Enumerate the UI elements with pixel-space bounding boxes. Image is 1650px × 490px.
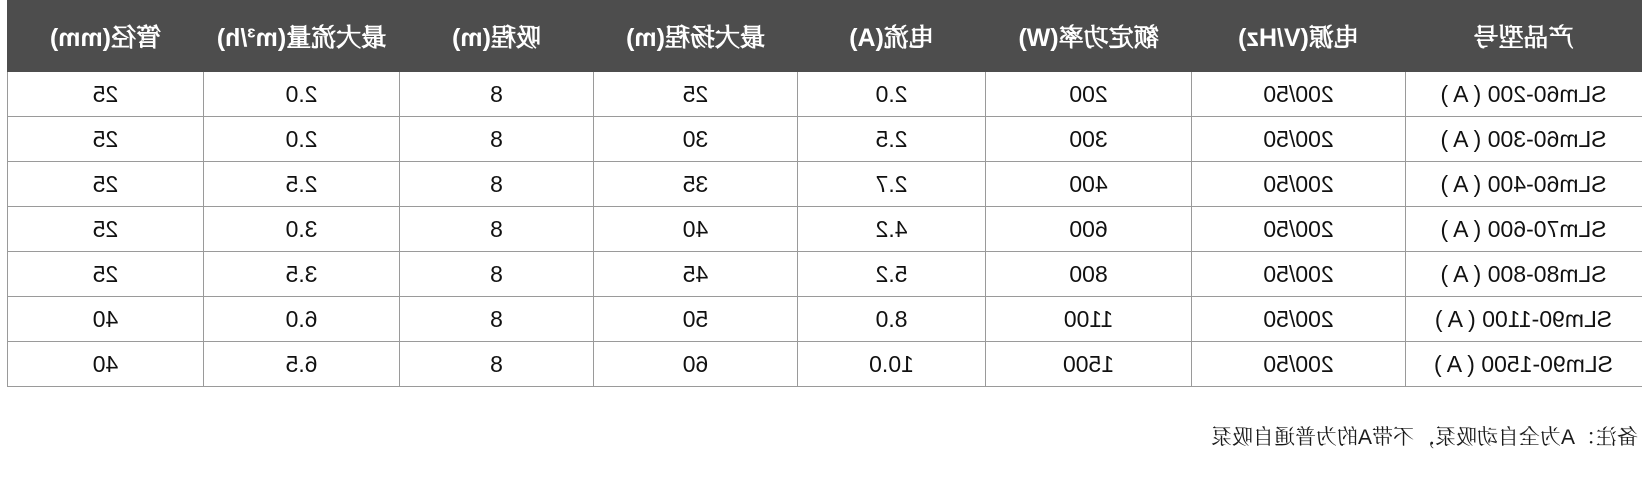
cell-max-head: 30 (594, 117, 798, 162)
cell-max-flow: 3.0 (204, 207, 400, 252)
cell-rated-power: 600 (986, 207, 1192, 252)
cell-rated-power: 800 (986, 252, 1192, 297)
cell-max-head: 40 (594, 207, 798, 252)
column-header-max-flow: 最大流量(m³/h) (204, 1, 400, 72)
cell-suction-lift: 8 (400, 117, 594, 162)
table-body (8, 72, 1642, 387)
cell-model: SLm70-600 ( A ) (1406, 207, 1642, 252)
cell-power-supply: 200/50 (1192, 117, 1406, 162)
cell-pipe-diameter: 40 (8, 297, 204, 342)
cell-model: SLm60-300 ( A ) (1406, 117, 1642, 162)
cell-suction-lift: 8 (400, 342, 594, 387)
cell-max-flow: 2.0 (204, 117, 400, 162)
cell-rated-power: 200 (986, 72, 1192, 117)
cell-suction-lift: 8 (400, 72, 594, 117)
cell-power-supply: 200/50 (1192, 252, 1406, 297)
cell-model: SLm80-800 ( A ) (1406, 252, 1642, 297)
cell-rated-power: 1500 (986, 342, 1192, 387)
cell-max-head: 50 (594, 297, 798, 342)
table-header-row (8, 1, 1642, 72)
column-header-model: 产品型号 (1406, 1, 1642, 72)
cell-current: 5.2 (798, 252, 986, 297)
cell-max-flow: 6.0 (204, 297, 400, 342)
cell-current: 2.7 (798, 162, 986, 207)
cell-current: 8.0 (798, 297, 986, 342)
cell-current: 2.0 (798, 72, 986, 117)
table-footnote: 备注：A为全自动吸泵，不带A的为普通自吸泵 (1210, 426, 1638, 449)
cell-suction-lift: 8 (400, 297, 594, 342)
cell-pipe-diameter: 25 (8, 252, 204, 297)
cell-current: 4.2 (798, 207, 986, 252)
table-header (8, 1, 1642, 72)
cell-max-flow: 2.5 (204, 162, 400, 207)
cell-power-supply: 200/50 (1192, 207, 1406, 252)
table-row (8, 252, 1642, 297)
cell-rated-power: 400 (986, 162, 1192, 207)
table-row (8, 117, 1642, 162)
cell-max-head: 45 (594, 252, 798, 297)
cell-suction-lift: 8 (400, 252, 594, 297)
table-row (8, 297, 1642, 342)
cell-power-supply: 200/50 (1192, 297, 1406, 342)
cell-max-head: 35 (594, 162, 798, 207)
cell-max-head: 60 (594, 342, 798, 387)
column-header-suction-lift: 吸程(m) (400, 1, 594, 72)
cell-model: SLm90-1500 ( A ) (1406, 342, 1642, 387)
column-header-max-head: 最大扬程(m) (594, 1, 798, 72)
cell-max-flow: 3.5 (204, 252, 400, 297)
cell-current: 2.5 (798, 117, 986, 162)
cell-rated-power: 1100 (986, 297, 1192, 342)
cell-model: SLm60-400 ( A ) (1406, 162, 1642, 207)
table-row (8, 72, 1642, 117)
cell-power-supply: 200/50 (1192, 342, 1406, 387)
cell-max-head: 25 (594, 72, 798, 117)
cell-suction-lift: 8 (400, 162, 594, 207)
cell-pipe-diameter: 40 (8, 342, 204, 387)
cell-pipe-diameter: 25 (8, 117, 204, 162)
cell-power-supply: 200/50 (1192, 162, 1406, 207)
column-header-power-supply: 电源(V/Hz) (1192, 1, 1406, 72)
cell-power-supply: 200/50 (1192, 72, 1406, 117)
column-header-pipe-diameter: 管径(mm) (8, 1, 204, 72)
cell-model: SLm90-1100 ( A ) (1406, 297, 1642, 342)
cell-current: 10.0 (798, 342, 986, 387)
cell-max-flow: 2.0 (204, 72, 400, 117)
cell-rated-power: 300 (986, 117, 1192, 162)
column-header-current: 电流(A) (798, 1, 986, 72)
product-spec-table (7, 0, 1642, 387)
table-row (8, 342, 1642, 387)
table-row (8, 207, 1642, 252)
cell-pipe-diameter: 25 (8, 72, 204, 117)
cell-suction-lift: 8 (400, 207, 594, 252)
table-row (8, 162, 1642, 207)
cell-pipe-diameter: 25 (8, 207, 204, 252)
cell-model: SLm60-200 ( A ) (1406, 72, 1642, 117)
column-header-rated-power: 额定功率(W) (986, 1, 1192, 72)
cell-max-flow: 6.5 (204, 342, 400, 387)
cell-pipe-diameter: 25 (8, 162, 204, 207)
